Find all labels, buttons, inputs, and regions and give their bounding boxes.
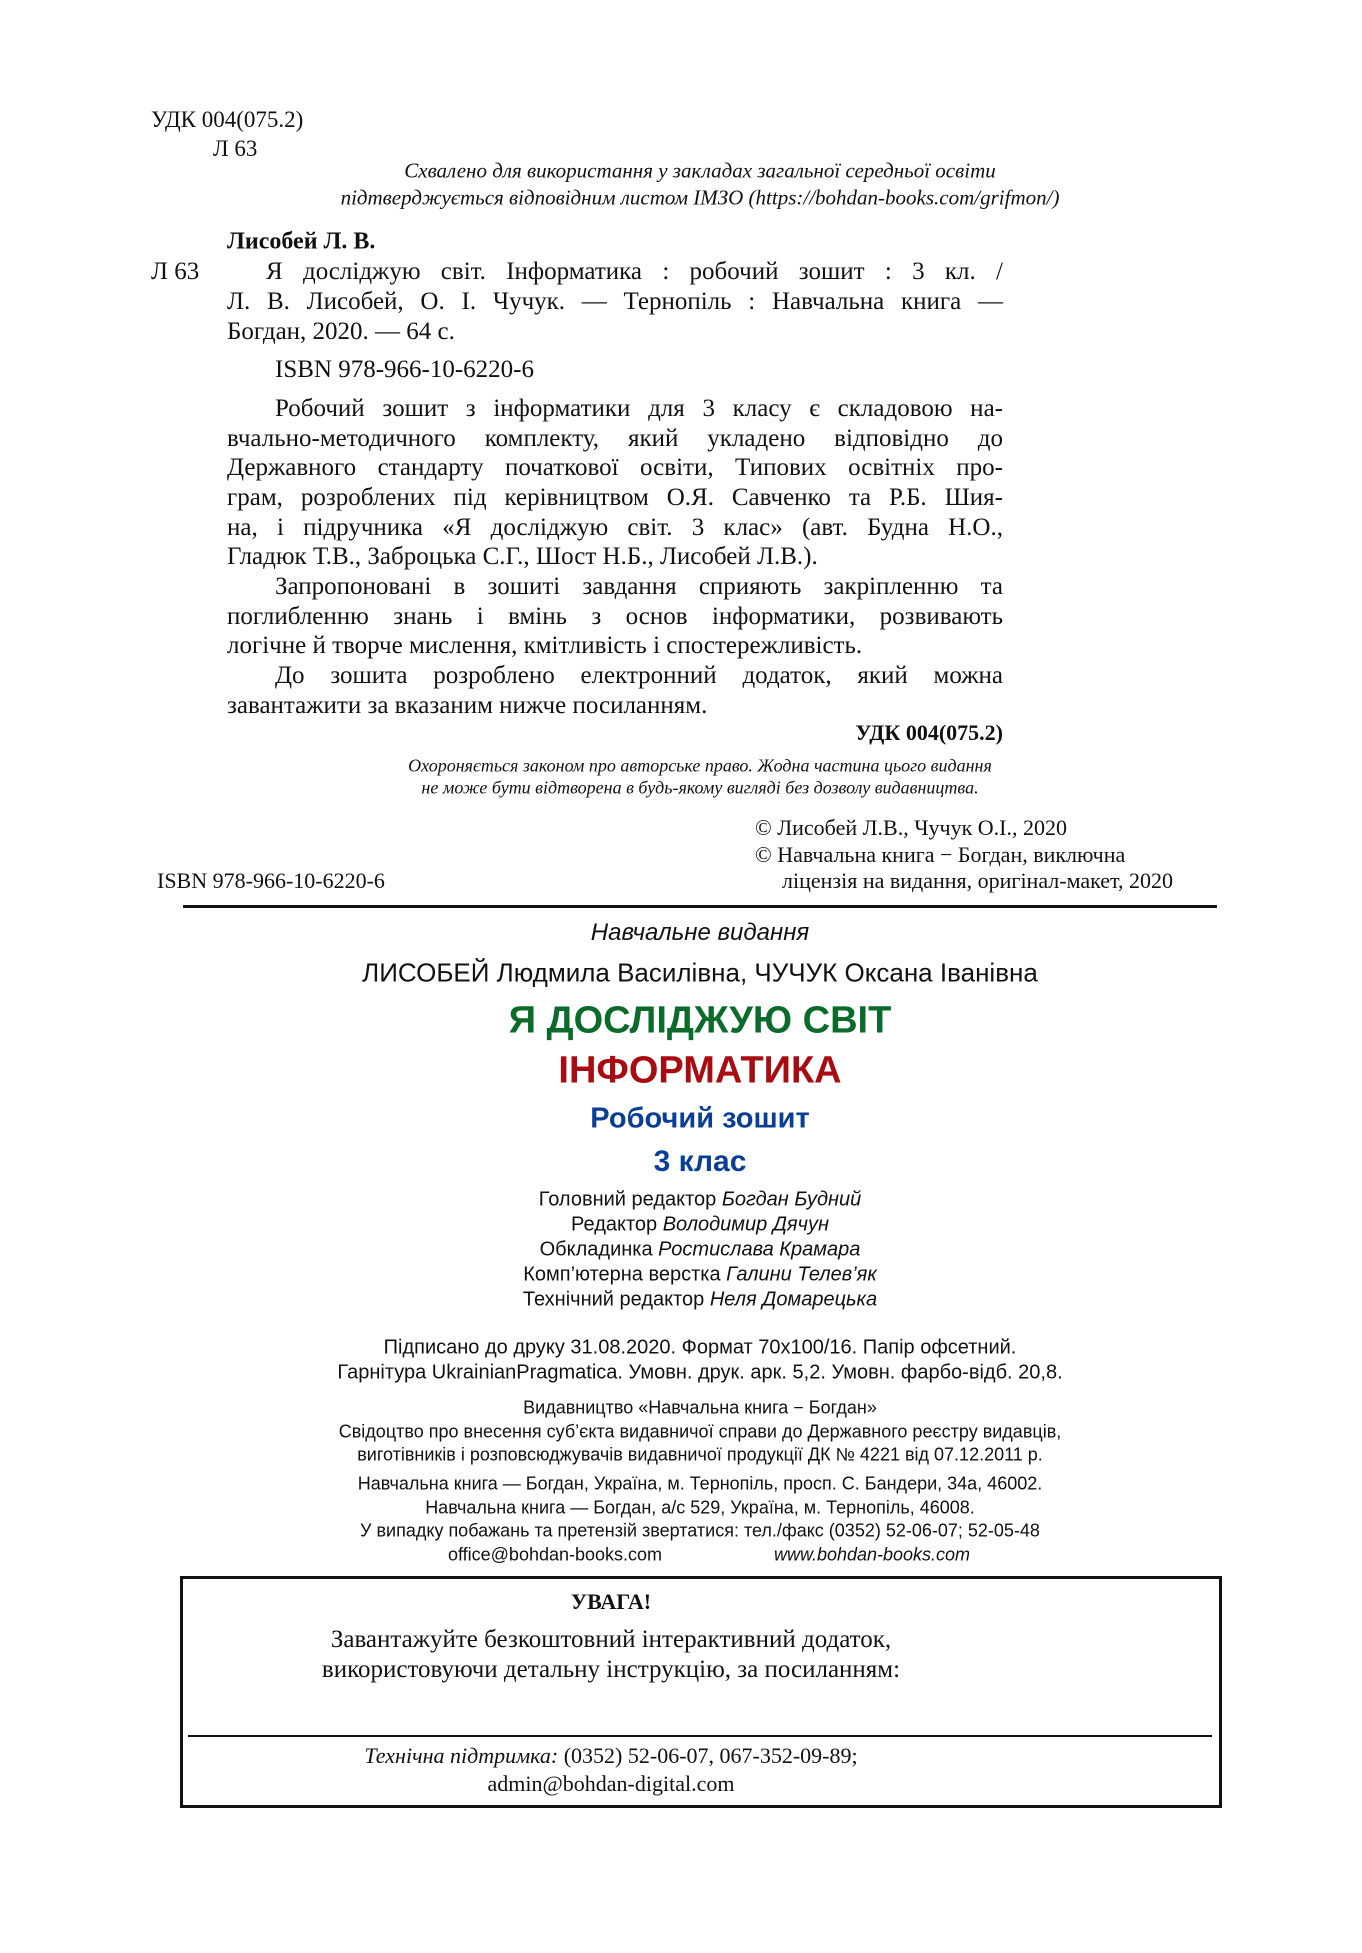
abstract-line: логічне й творче мислення, кмітливість і спостережливість. bbox=[227, 632, 863, 659]
credit-line bbox=[523, 1264, 877, 1287]
book-kind: Робочий зошит bbox=[590, 1102, 810, 1135]
website-link[interactable]: www.bohdan-books.com bbox=[773, 1544, 971, 1565]
address-1: Навчальна книга — Богдан, Україна, м. Тернопіль, просп. С. Бандери, 34а, 46002. bbox=[357, 1473, 1043, 1494]
print-info-1: Підписано до друку 31.08.2020. Формат 70х100/16. Папір офсетний. bbox=[383, 1336, 1017, 1359]
abstract-line: вчально-методичного комплекту, який укладено відповідно до bbox=[227, 425, 1003, 452]
book-grade: 3 клас bbox=[653, 1145, 747, 1178]
abstract-line: на, і підручника «Я досліджую світ. 3 клас» (авт. Будна Н.О., bbox=[227, 514, 1003, 541]
print-info-2: Гарнітура UkrainianPragmatica. Умовн. друк. арк. 5,2. Умовн. фарбо-відб. 20,8. bbox=[337, 1361, 1063, 1384]
abstract-line: завантажити за вказаним нижче посиланням. bbox=[227, 692, 708, 719]
copyright-authors: © Лисобей Л.В., Чучук О.І., 2020 bbox=[755, 815, 1067, 840]
edition-type: Навчальне видання bbox=[590, 919, 810, 946]
approval-line-1: Схвалено для використання у закладах загальної середньої освіти bbox=[404, 158, 996, 183]
abstract-line: поглибленню знань і вмінь з основ інформатики, розвивають bbox=[227, 603, 1003, 630]
credit-role: Редактор bbox=[571, 1213, 658, 1236]
copyright-license: ліцензія на видання, оригінал-макет, 2020 bbox=[782, 868, 1173, 893]
credit-role: Обкладинка bbox=[539, 1238, 653, 1261]
bbk-code: Л 63 bbox=[213, 136, 258, 161]
approval-line-2: підтверджується відповідним листом ІМЗО (https://bohdan-books.com/grifmon/) bbox=[340, 185, 1060, 210]
copyright-notice-1: Охороняється законом про авторське право. Жодна частина цього видання bbox=[408, 755, 992, 776]
copyright-notice-2: не може бути відтворена в будь-якому вигляді без дозволу видавництва. bbox=[421, 777, 979, 798]
credit-name: Богдан Будний bbox=[721, 1188, 862, 1211]
publisher-name: Видавництво «Навчальна книга − Богдан» bbox=[523, 1397, 877, 1418]
notice-title: УВАГА! bbox=[570, 1589, 652, 1614]
credit-role: Головний редактор bbox=[538, 1188, 717, 1211]
authors-full: ЛИСОБЕЙ Людмила Василівна, ЧУЧУК Оксана Іванівна bbox=[362, 957, 1038, 988]
abstract-line: Запропоновані в зошиті завдання сприяють закріпленню та bbox=[275, 573, 1003, 600]
support-phones: (0352) 52-06-07, 067-352-09-89; bbox=[558, 1743, 858, 1768]
abstract-line: До зошита розроблено електронний додаток, який можна bbox=[275, 662, 1003, 689]
udk-code: УДК 004(075.2) bbox=[151, 107, 304, 132]
credit-line bbox=[571, 1214, 829, 1237]
support-line bbox=[364, 1743, 857, 1769]
divider bbox=[183, 905, 1217, 908]
credit-name: Галини Телев’як bbox=[726, 1263, 877, 1286]
entry-line-1: Я досліджую світ. Інформатика : робочий зошит : 3 кл. / bbox=[266, 258, 1003, 285]
notice-text-1: Завантажуйте безкоштовний інтерактивний додаток, bbox=[330, 1626, 892, 1653]
support-email[interactable]: admin@bohdan-digital.com bbox=[487, 1771, 735, 1796]
address-2: Навчальна книга — Богдан, а/с 529, Україна, м. Тернопіль, 46008. bbox=[425, 1497, 975, 1518]
entry-line-2: Л. В. Лисобей, О. І. Чучук. — Тернопіль : Навчальна книга — bbox=[227, 288, 1003, 315]
credit-role: Комп’ютерна верстка bbox=[523, 1263, 721, 1286]
isbn-bottom: ISBN 978-966-10-6220-6 bbox=[157, 868, 385, 893]
publisher-cert-2: виготівників і розповсюджувачів видавничої продукції ДК № 4221 від 07.12.2011 р. bbox=[357, 1444, 1043, 1465]
credit-role: Технічний редактор bbox=[522, 1288, 705, 1311]
credit-line bbox=[539, 1189, 862, 1212]
notice-text-2: використовуючи детальну інструкцію, за посиланням: bbox=[321, 1656, 901, 1683]
book-subject: ІНФОРМАТИКА bbox=[558, 1049, 842, 1092]
credit-name: Неля Домарецька bbox=[709, 1288, 878, 1311]
publisher-cert-1: Свідоцтво про внесення суб’єкта видавничої справи до Державного реєстру видавців, bbox=[338, 1421, 1062, 1442]
contact-line: У випадку побажань та претензій звертатися: тел./факс (0352) 52-06-07; 52-05-48 bbox=[360, 1520, 1040, 1541]
author-heading: Лисобей Л. В. bbox=[227, 228, 376, 255]
udk-bold: УДК 004(075.2) bbox=[855, 720, 1003, 745]
email-link[interactable]: office@bohdan-books.com bbox=[447, 1544, 663, 1565]
credit-line bbox=[523, 1289, 877, 1312]
credit-line bbox=[540, 1239, 861, 1262]
abstract-line: Гладюк Т.В., Заброцька С.Г., Шост Н.Б., Лисобей Л.В.). bbox=[227, 543, 818, 570]
credit-name: Володимир Дячун bbox=[662, 1213, 829, 1236]
abstract-line: Державного стандарту початкової освіти, Типових освітніх про- bbox=[227, 454, 1003, 481]
entry-line-3: Богдан, 2020. — 64 с. bbox=[227, 318, 455, 345]
support-label: Технічна підтримка: bbox=[364, 1743, 559, 1768]
abstract-line: грам, розроблених під керівництвом О.Я. Савченко та Р.Б. Шия- bbox=[227, 484, 1003, 511]
book-title: Я ДОСЛІДЖУЮ СВІТ bbox=[508, 999, 892, 1042]
credit-name: Ростислава Крамара bbox=[658, 1238, 861, 1261]
isbn: ISBN 978-966-10-6220-6 bbox=[275, 356, 535, 383]
abstract-line: Робочий зошит з інформатики для 3 класу є складовою на- bbox=[275, 395, 1003, 422]
notice-divider bbox=[188, 1735, 1212, 1737]
catalog-code: Л 63 bbox=[151, 258, 200, 285]
copyright-publisher: © Навчальна книга − Богдан, виключна bbox=[755, 842, 1126, 867]
